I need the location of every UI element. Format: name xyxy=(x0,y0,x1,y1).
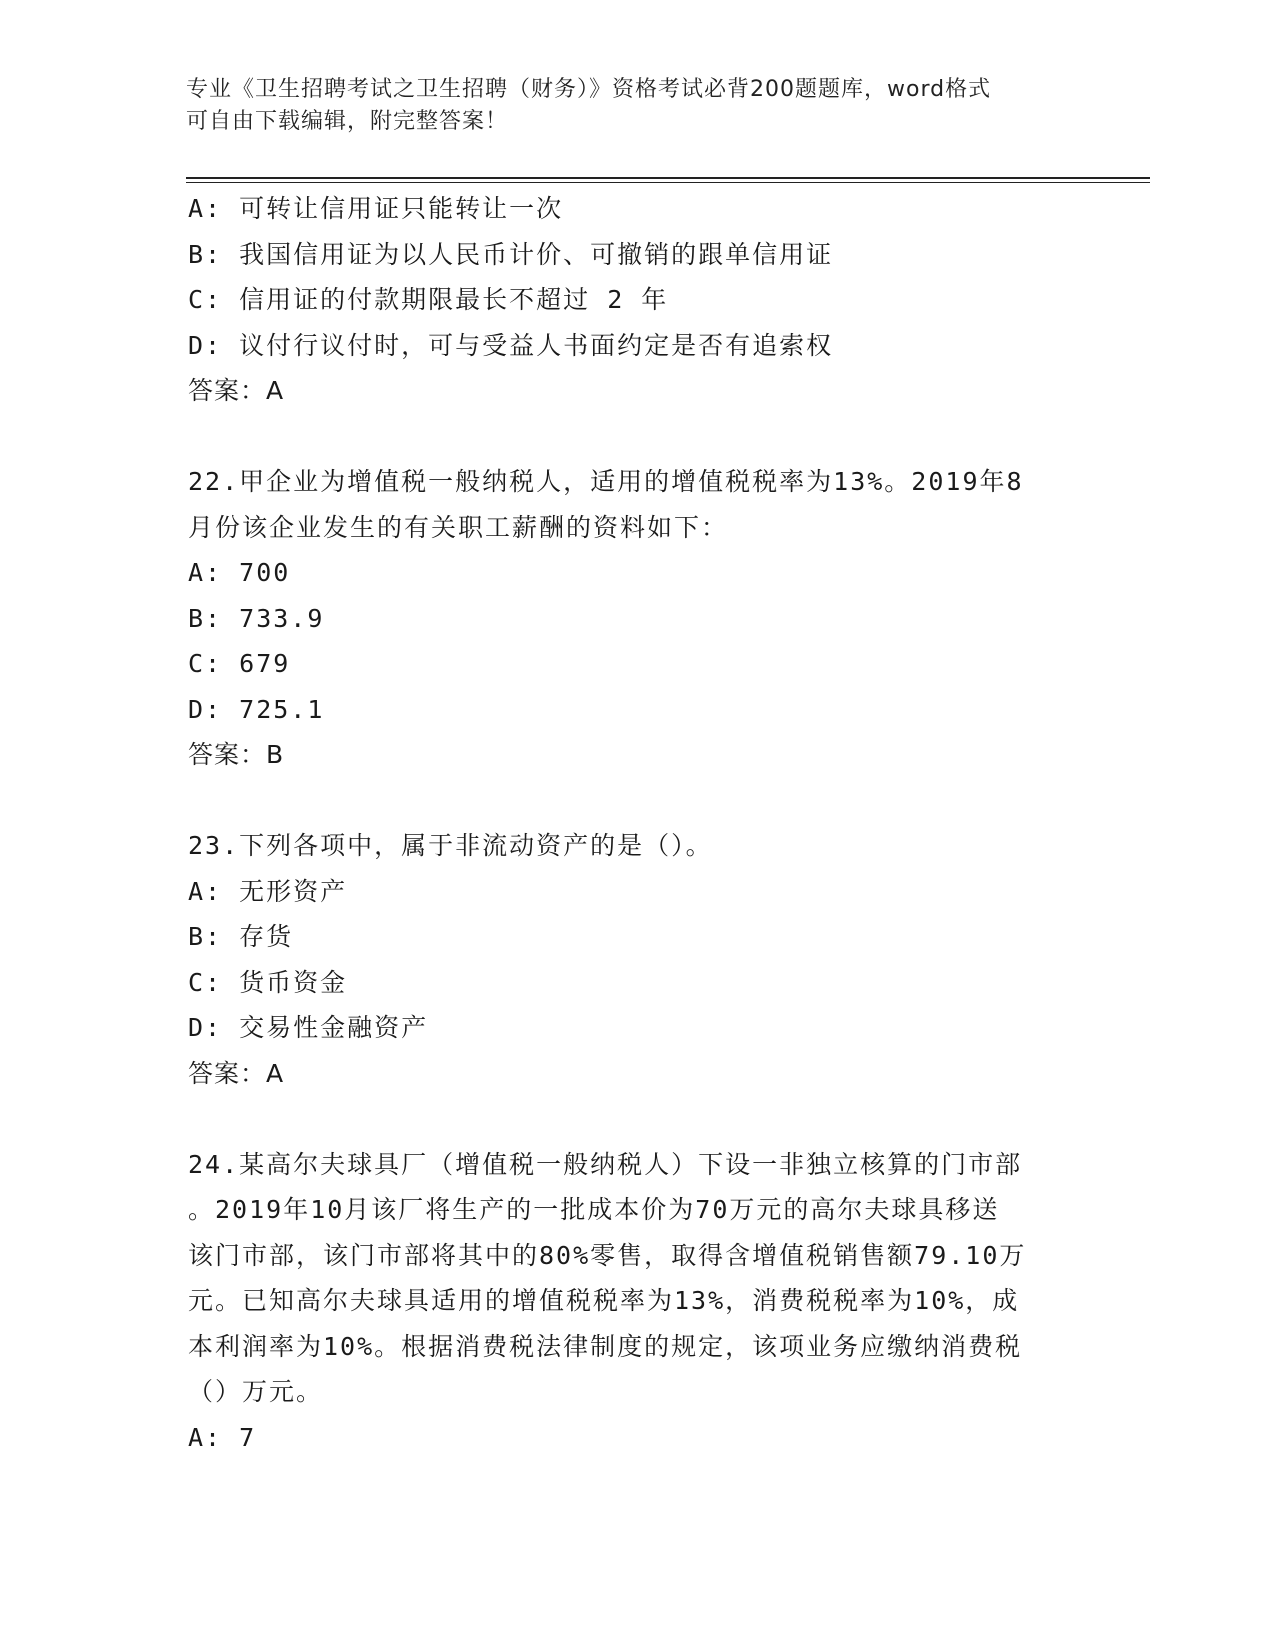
spacer xyxy=(188,414,1088,460)
header-line-2: 可自由下载编辑，附完整答案！ xyxy=(186,109,509,134)
option-a: A: 7 xyxy=(188,1422,257,1452)
spacer xyxy=(188,778,1088,824)
option-a: A: 无形资产 xyxy=(188,876,348,906)
question-stem: 月份该企业发生的有关职工薪酬的资料如下： xyxy=(188,512,729,542)
question-stem: 元。已知高尔夫球具适用的增值税税率为13%，消费税税率为10%，成 xyxy=(188,1286,1020,1315)
option-a: A: 可转让信用证只能转让一次 xyxy=(188,194,564,223)
question-21-continued xyxy=(188,186,1088,414)
option-c: C: 信用证的付款期限最长不超过 2 年 xyxy=(188,285,669,314)
option-d: D: 交易性金融资产 xyxy=(188,1013,429,1042)
answer-label: 答案：A xyxy=(188,1058,285,1088)
answer-label: 答案：A xyxy=(188,376,285,405)
question-24 xyxy=(188,1142,1088,1461)
option-c: C: 货币资金 xyxy=(188,967,348,997)
option-b: B: 733.9 xyxy=(188,603,325,633)
header-divider-top xyxy=(186,177,1150,179)
question-stem: 22.甲企业为增值税一般纳税人，适用的增值税税率为13%。2019年8 xyxy=(188,467,1024,496)
option-b: B: 我国信用证为以人民币计价、可撤销的跟单信用证 xyxy=(188,239,834,269)
option-d: D: 议付行议付时，可与受益人书面约定是否有追索权 xyxy=(188,330,834,360)
answer-label: 答案：B xyxy=(188,740,285,769)
header-line-1: 专业《卫生招聘考试之卫生招聘（财务）》资格考试必背200题题库，word格式 xyxy=(186,77,992,102)
spacer xyxy=(188,1096,1088,1142)
question-stem: 本利润率为10%。根据消费税法律制度的规定，该项业务应缴纳消费税 xyxy=(188,1331,1023,1361)
option-b: B: 存货 xyxy=(188,922,294,951)
question-stem: 该门市部，该门市部将其中的80%零售，取得含增值税销售额79.10万 xyxy=(188,1240,1027,1270)
page-header xyxy=(186,74,1066,138)
header-divider-bottom xyxy=(186,182,1150,183)
question-stem: 24.某高尔夫球具厂（增值税一般纳税人）下设一非独立核算的门市部 xyxy=(188,1149,1023,1179)
option-c: C: 679 xyxy=(188,649,291,678)
question-stem: （）万元。 xyxy=(188,1377,324,1406)
question-stem: 23.下列各项中，属于非流动资产的是（）。 xyxy=(188,831,713,860)
document-body xyxy=(188,186,1088,1460)
option-a: A: 700 xyxy=(188,558,291,587)
question-23 xyxy=(188,823,1088,1096)
option-d: D: 725.1 xyxy=(188,694,325,724)
question-stem: 。2019年10月该厂将生产的一批成本价为70万元的高尔夫球具移送 xyxy=(188,1195,1000,1224)
question-22 xyxy=(188,459,1088,778)
